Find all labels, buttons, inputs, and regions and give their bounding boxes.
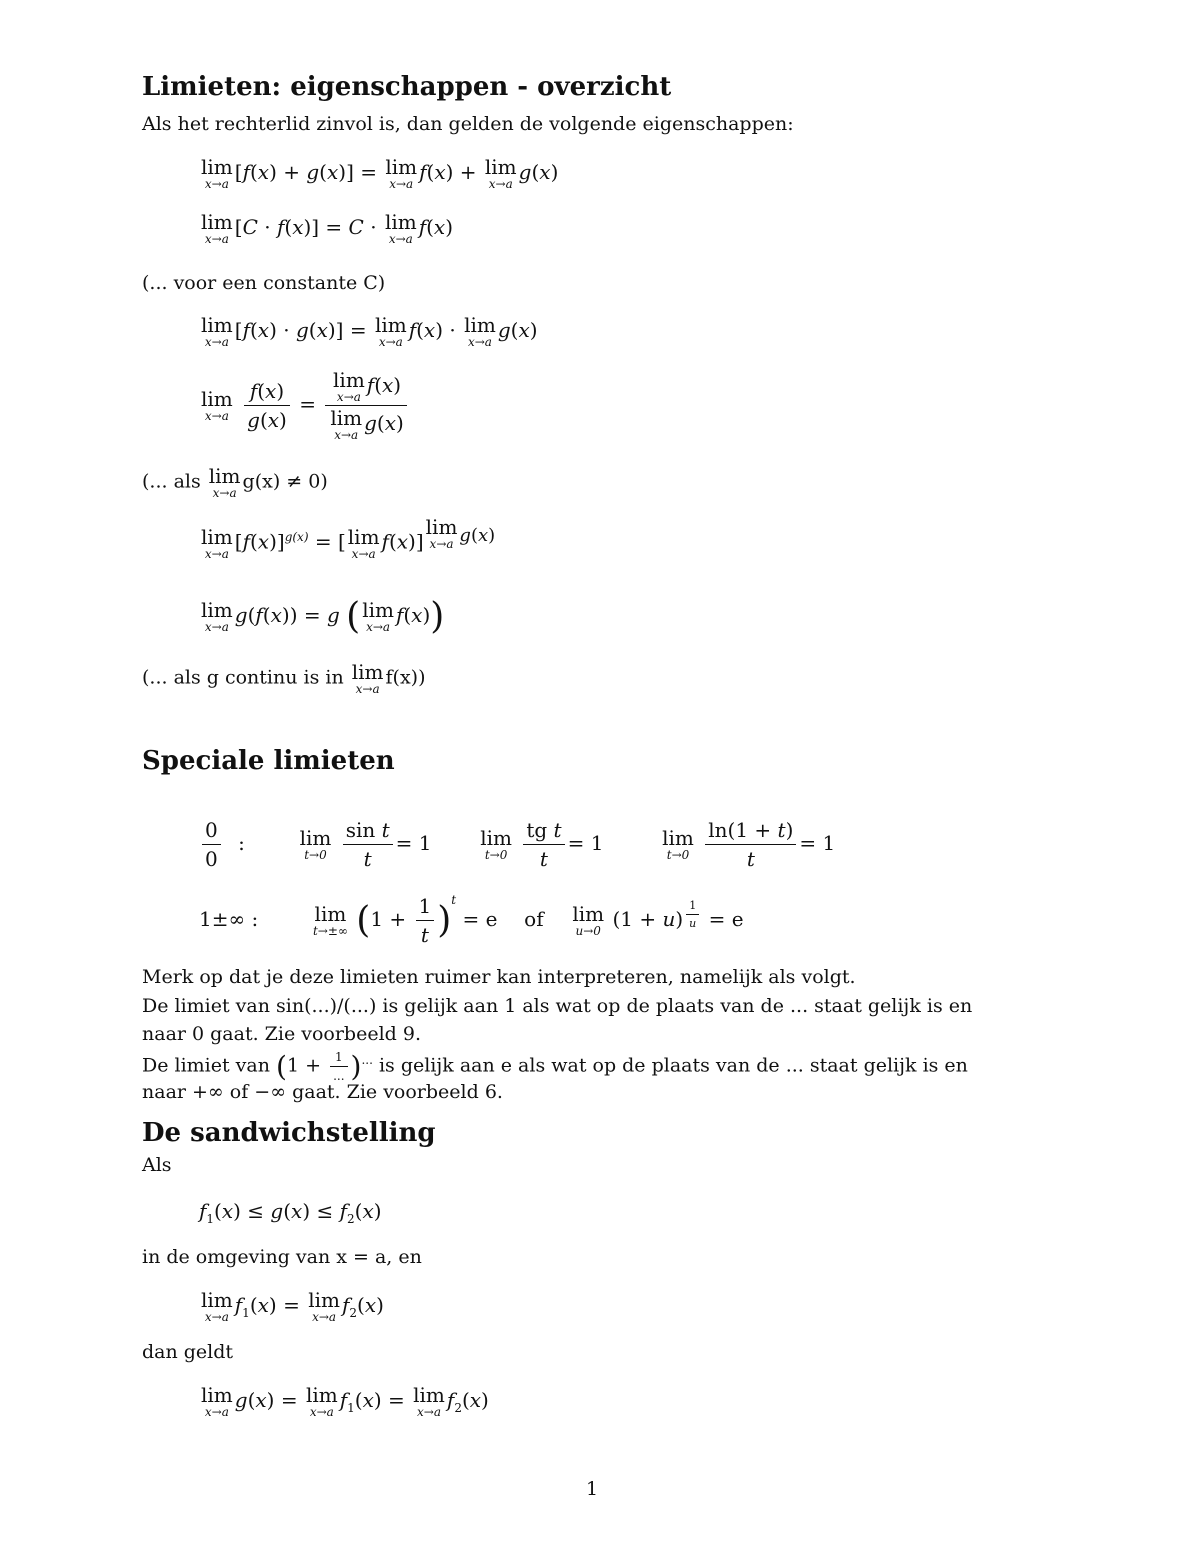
- section-title-special: Speciale limieten: [142, 746, 395, 776]
- intro-text: Als het rechterlid zinvol is, dan gelden de volgende eigenschappen:: [142, 113, 794, 135]
- note-constant: (... voor een constante C): [142, 272, 386, 294]
- formula-sandwich-equal-limits: lim x→a $f_1(x)$ = lim x→a $f_2(x)$: [201, 1288, 384, 1324]
- dan-geldt-text: dan geldt: [142, 1341, 234, 1363]
- formula-product-rule: lim x→a [f(x) · g(x)] = lim x→a f(x) · lim x→a g(x): [201, 313, 538, 349]
- omgeving-text: in de omgeving van x = a, en: [142, 1246, 422, 1268]
- formula-power-rule: lim x→a $[f(x)]^{g(x)}$ = [ lim x→a f(x)] $^{lim x\to a g(x)}$: [201, 515, 496, 561]
- note-nonzero: (... als lim x→a g(x) ≠ 0): [142, 464, 328, 500]
- merk-op-text: Merk op dat je deze limieten ruimer kan interpreteren, namelijk als volgt.: [142, 966, 856, 988]
- formula-sum-rule: lim x→a [f(x) + g(x)] = lim x→a f(x) + lim x→a g(x): [201, 155, 559, 191]
- als-text: Als: [142, 1154, 172, 1176]
- note-continuous: (... als g continu is in lim x→a f(x)): [142, 660, 426, 696]
- formula-special-zero-over-zero: $\frac{0}{0}$ : lim t→0 $\frac{\text{sin t}}{t}$ = 1 lim t→0 $\frac{\text{tg t}}{t}$ = 1 lim t→0 $\frac{\ln(1 + t)}{t}$ = 1: [199, 818, 835, 871]
- section-title-properties: Limieten: eigenschappen - overzicht: [142, 72, 672, 102]
- formula-quotient-rule: lim x→a $\frac{f(x)}{g(x)}$ = lim x→a f(x) lim x→a g(x): [199, 370, 410, 441]
- formula-composition-rule: lim x→a g(f(x)) = g ( lim x→a f(x)): [201, 596, 445, 637]
- sin-note-line-1: De limiet van sin(...)/(...) is gelijk aan 1 als wat op de plaats van de ... staat gelijk is en: [142, 995, 973, 1017]
- formula-constant-rule: lim x→a [C · f(x)] = C · lim x→a f(x): [201, 210, 454, 246]
- formula-sandwich-inequality: $f_1(x) \le g(x) \le f_2(x)$: [199, 1199, 382, 1226]
- page-number: 1: [586, 1478, 599, 1500]
- e-note-line-2: naar +∞ of −∞ gaat. Zie voorbeeld 6.: [142, 1081, 503, 1103]
- e-note-line-1: De limiet van (1 + $\frac{1}{...}$ )... is gelijk aan e als wat op de plaats van de ... staat gelijk is en: [142, 1050, 968, 1083]
- sin-note-line-2: naar 0 gaat. Zie voorbeeld 9.: [142, 1023, 421, 1045]
- formula-special-one-power-inf: 1±∞ : lim t→±∞ (1 + $\frac{1}{t}$ )$^t$ = e of lim u→0 (1 + u) $^{\frac{1}{u}}$ = e: [199, 893, 744, 947]
- formula-sandwich-conclusion: lim x→a g(x) = lim x→a $f_1(x)$ = lim x→a $f_2(x)$: [201, 1383, 489, 1419]
- section-title-sandwich: De sandwichstelling: [142, 1118, 436, 1148]
